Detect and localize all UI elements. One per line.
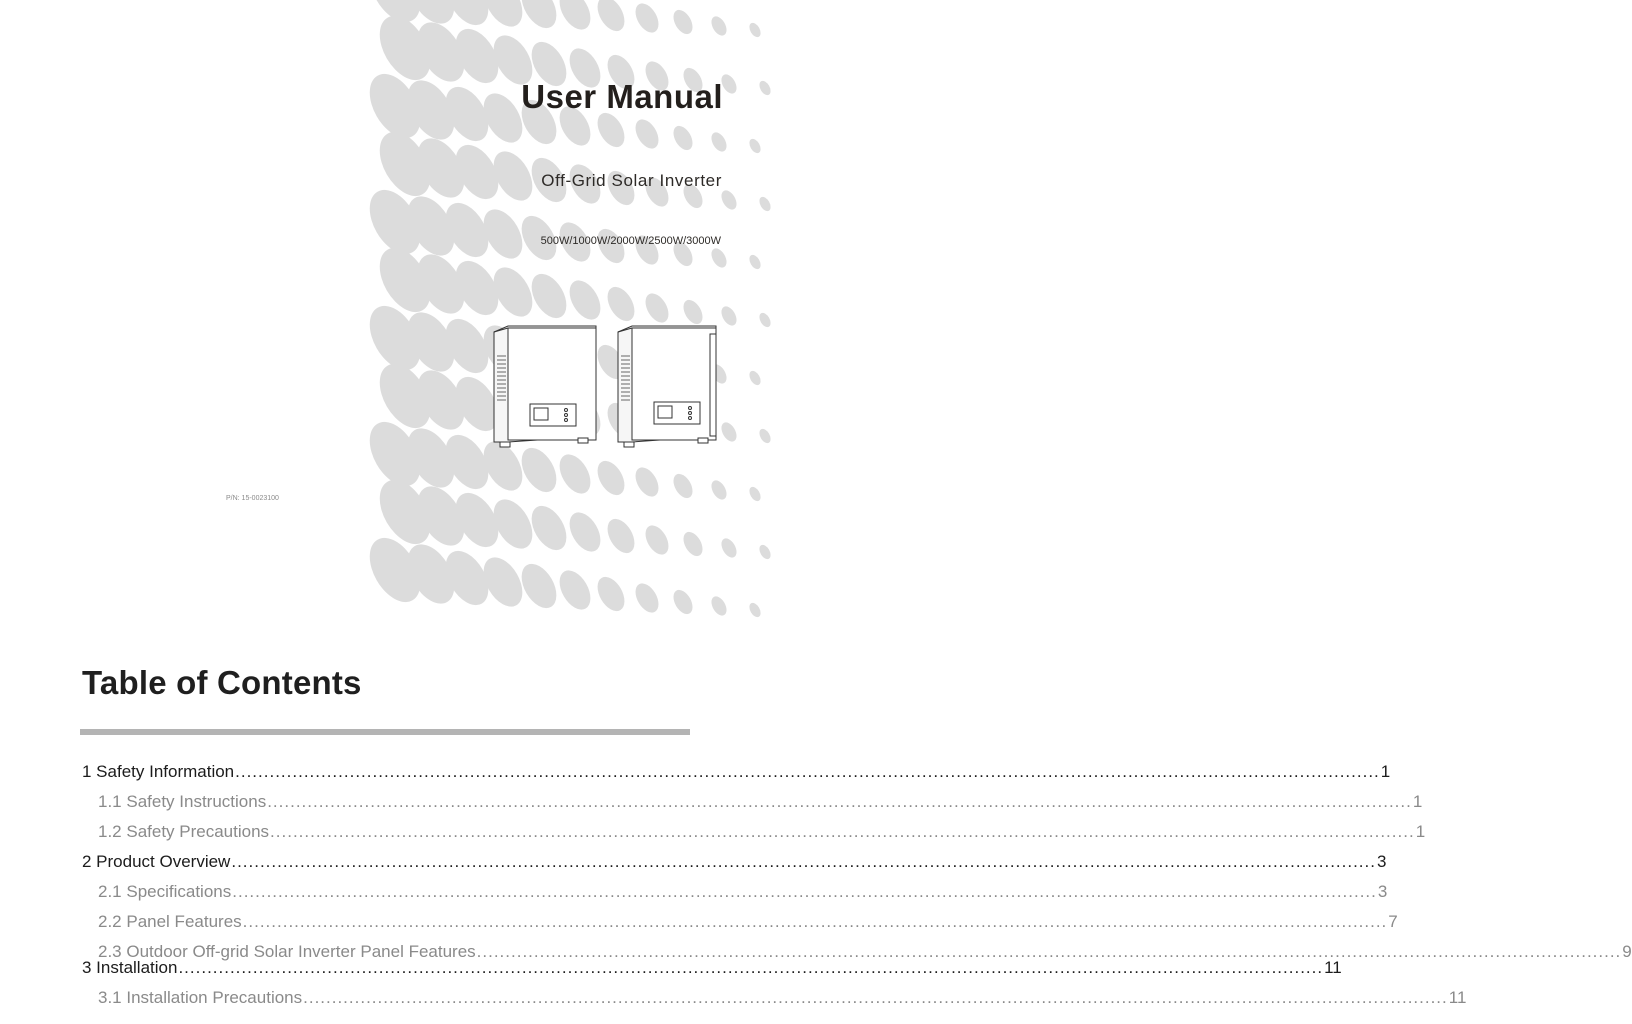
toc-leader-dots: ........................................................................................................................................................................................................	[267, 792, 1412, 811]
decor-dot	[747, 21, 763, 39]
product-subtitle: Off-Grid Solar Inverter	[541, 171, 722, 190]
decor-dot	[592, 456, 630, 499]
decor-dot	[747, 253, 763, 271]
toc-entry-page: 7	[1388, 912, 1398, 931]
toc-heading: Table of Contents	[82, 664, 362, 701]
toc-entry-page: 11	[1448, 988, 1467, 1007]
toc-leader-dots: ........................................................................................................................................................................................................	[231, 852, 1376, 871]
toc-entry-title: 2.3 Outdoor Off-grid Solar Inverter Panel Features	[98, 942, 476, 961]
toc-entry-title: 1.2 Safety Precautions	[98, 822, 270, 841]
decor-dot	[592, 0, 630, 36]
decor-dot	[670, 471, 697, 502]
decor-dot	[670, 123, 697, 154]
toc-entry-page: 9	[1622, 942, 1632, 961]
decor-dot	[718, 188, 739, 212]
toc-leader-dots: ........................................................................................................................................................................................................	[235, 762, 1380, 781]
decor-dot	[631, 0, 663, 37]
decor-dot	[757, 195, 773, 213]
toc-entry[interactable]	[98, 988, 1467, 1008]
decor-dot	[708, 130, 729, 154]
decor-dot	[747, 137, 763, 155]
decor-dot	[553, 565, 597, 615]
toc-entry[interactable]	[98, 882, 1388, 902]
decor-dot	[708, 246, 729, 270]
toc-entry-page: 1	[1380, 762, 1391, 781]
toc-leader-dots: ........................................................................................................................................................................................................	[303, 988, 1448, 1007]
toc-leader-dots: ........................................................................................................................................................................................................	[242, 912, 1388, 931]
decor-dot	[670, 7, 697, 38]
model-list: 500W/1000W/2000W/2500W/3000W	[540, 235, 721, 247]
toc-entry[interactable]	[98, 792, 1423, 812]
decor-dot	[641, 521, 673, 558]
toc-leader-dots: ........................................................................................................................................................................................................	[232, 882, 1377, 901]
toc-entry[interactable]	[82, 852, 1387, 872]
decor-dot	[747, 369, 763, 387]
decor-dot	[514, 558, 563, 614]
decor-dot	[563, 507, 607, 557]
part-number: P/N: 15-0023100	[226, 495, 279, 502]
inverter-unit-right	[618, 326, 716, 447]
decor-dot	[524, 268, 573, 324]
toc-entry[interactable]	[98, 822, 1426, 842]
decor-dot	[747, 485, 763, 503]
decor-dot	[524, 500, 573, 556]
toc-entry-title: 3.1 Installation Precautions	[98, 988, 303, 1007]
decor-dot	[708, 594, 729, 618]
toc-entry-title: 2.1 Specifications	[98, 882, 232, 901]
decor-dot	[708, 478, 729, 502]
decor-dot	[631, 463, 663, 500]
manual-title: User Manual	[521, 78, 723, 115]
toc-divider	[80, 729, 690, 735]
toc-entry-title: 1 Safety Information	[82, 762, 235, 781]
toc-leader-dots: ........................................................................................................................................................................................................	[476, 942, 1622, 961]
decor-dot	[553, 0, 597, 35]
toc-entry-page: 11	[1324, 958, 1342, 977]
toc-leader-dots: ........................................................................................................................................................................................................	[270, 822, 1415, 841]
decor-dot	[631, 115, 663, 152]
decor-dot	[592, 572, 630, 615]
decor-dot	[757, 79, 773, 97]
decor-dot	[757, 543, 773, 561]
decor-dot	[602, 514, 640, 557]
toc-entry-page: 1	[1415, 822, 1426, 841]
toc-entry[interactable]	[82, 958, 1342, 978]
decor-dot	[757, 427, 773, 445]
decor-dot	[747, 601, 763, 619]
toc-entry-page: 1	[1412, 792, 1423, 811]
toc-entry-title: 1.1 Safety Instructions	[98, 792, 267, 811]
toc-entry-title: 2 Product Overview	[82, 852, 231, 871]
toc-entry-title: 2.2 Panel Features	[98, 912, 242, 931]
toc-entry-page: 3	[1376, 852, 1387, 871]
cover-page	[0, 0, 768, 545]
decor-dot	[757, 311, 773, 329]
toc-entry-page: 3	[1377, 882, 1388, 901]
inverter-unit-left	[494, 326, 596, 447]
inverter-illustration	[488, 318, 728, 458]
toc-leader-dots: ........................................................................................................................................................................................................	[178, 958, 1324, 977]
toc-entry[interactable]	[82, 762, 1391, 782]
decor-dot	[631, 579, 663, 616]
decor-dot	[718, 536, 739, 560]
toc-entry[interactable]	[98, 912, 1398, 932]
toc-entry-title: 3 Installation	[82, 958, 178, 977]
decor-dot	[670, 587, 697, 618]
decor-dot	[708, 14, 729, 38]
decor-dot	[680, 529, 707, 560]
